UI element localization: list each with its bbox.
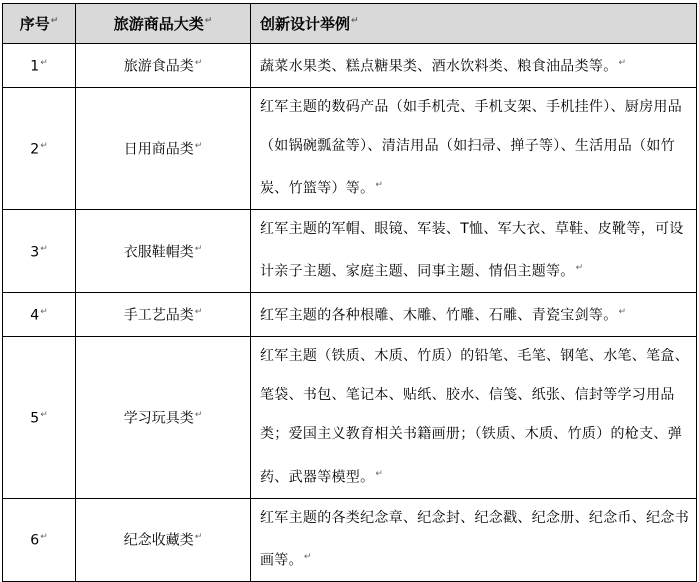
row-no: 6 ↵ <box>3 498 76 581</box>
row-no: 4 ↵ <box>3 293 76 337</box>
row-no: 2 ↵ <box>3 87 76 209</box>
row-examples: 红军主题的军帽、眼镜、军装、T恤、军大衣、草鞋、皮靴等，可设计亲子主题、家庭主题、同事主题、情侣主题等。 ↵ <box>251 210 697 293</box>
table-row <box>3 337 697 498</box>
row-examples: 红军主题的数码产品（如手机壳、手机支架、手机挂件）、厨房用品（如锅碗瓢盆等）、清洁用品（如扫帚、掸子等）、生活用品（如竹炭、竹篮等）等。 ↵ <box>251 87 697 209</box>
row-no: 5 ↵ <box>3 337 76 498</box>
table-row <box>3 293 697 337</box>
table-row <box>3 498 697 581</box>
row-category: 手工艺品类 ↵ <box>76 293 251 337</box>
table-row <box>3 44 697 88</box>
row-examples: 蔬菜水果类、糕点糖果类、酒水饮料类、粮食油品类等。 ↵ <box>251 44 697 88</box>
row-category: 纪念收藏类 ↵ <box>76 498 251 581</box>
row-no: 3 ↵ <box>3 210 76 293</box>
row-category: 日用商品类 ↵ <box>76 87 251 209</box>
header-row <box>3 4 697 44</box>
product-table <box>2 3 697 582</box>
row-category: 旅游食品类 ↵ <box>76 44 251 88</box>
table-row <box>3 87 697 209</box>
row-examples: 红军主题（铁质、木质、竹质）的铅笔、毛笔、钢笔、水笔、笔盒、笔袋、书包、笔记本、贴纸、胶水、信笺、纸张、信封等学习用品类；爱国主义教育相关书籍画册；（铁质、木质、竹质）的枪支、弹药、武器等模型。 ↵ <box>251 337 697 498</box>
row-category: 学习玩具类 ↵ <box>76 337 251 498</box>
header-no: 序号 ↵ <box>3 4 76 44</box>
header-category: 旅游商品大类 ↵ <box>76 4 251 44</box>
row-category: 衣服鞋帽类 ↵ <box>76 210 251 293</box>
row-no: 1 ↵ <box>3 44 76 88</box>
row-examples: 红军主题的各类纪念章、纪念封、纪念戳、纪念册、纪念币、纪念书画等。 ↵ <box>251 498 697 581</box>
table-row <box>3 210 697 293</box>
row-examples: 红军主题的各种根雕、木雕、竹雕、石雕、青瓷宝剑等。 ↵ <box>251 293 697 337</box>
header-examples: 创新设计举例 ↵ <box>251 4 697 44</box>
